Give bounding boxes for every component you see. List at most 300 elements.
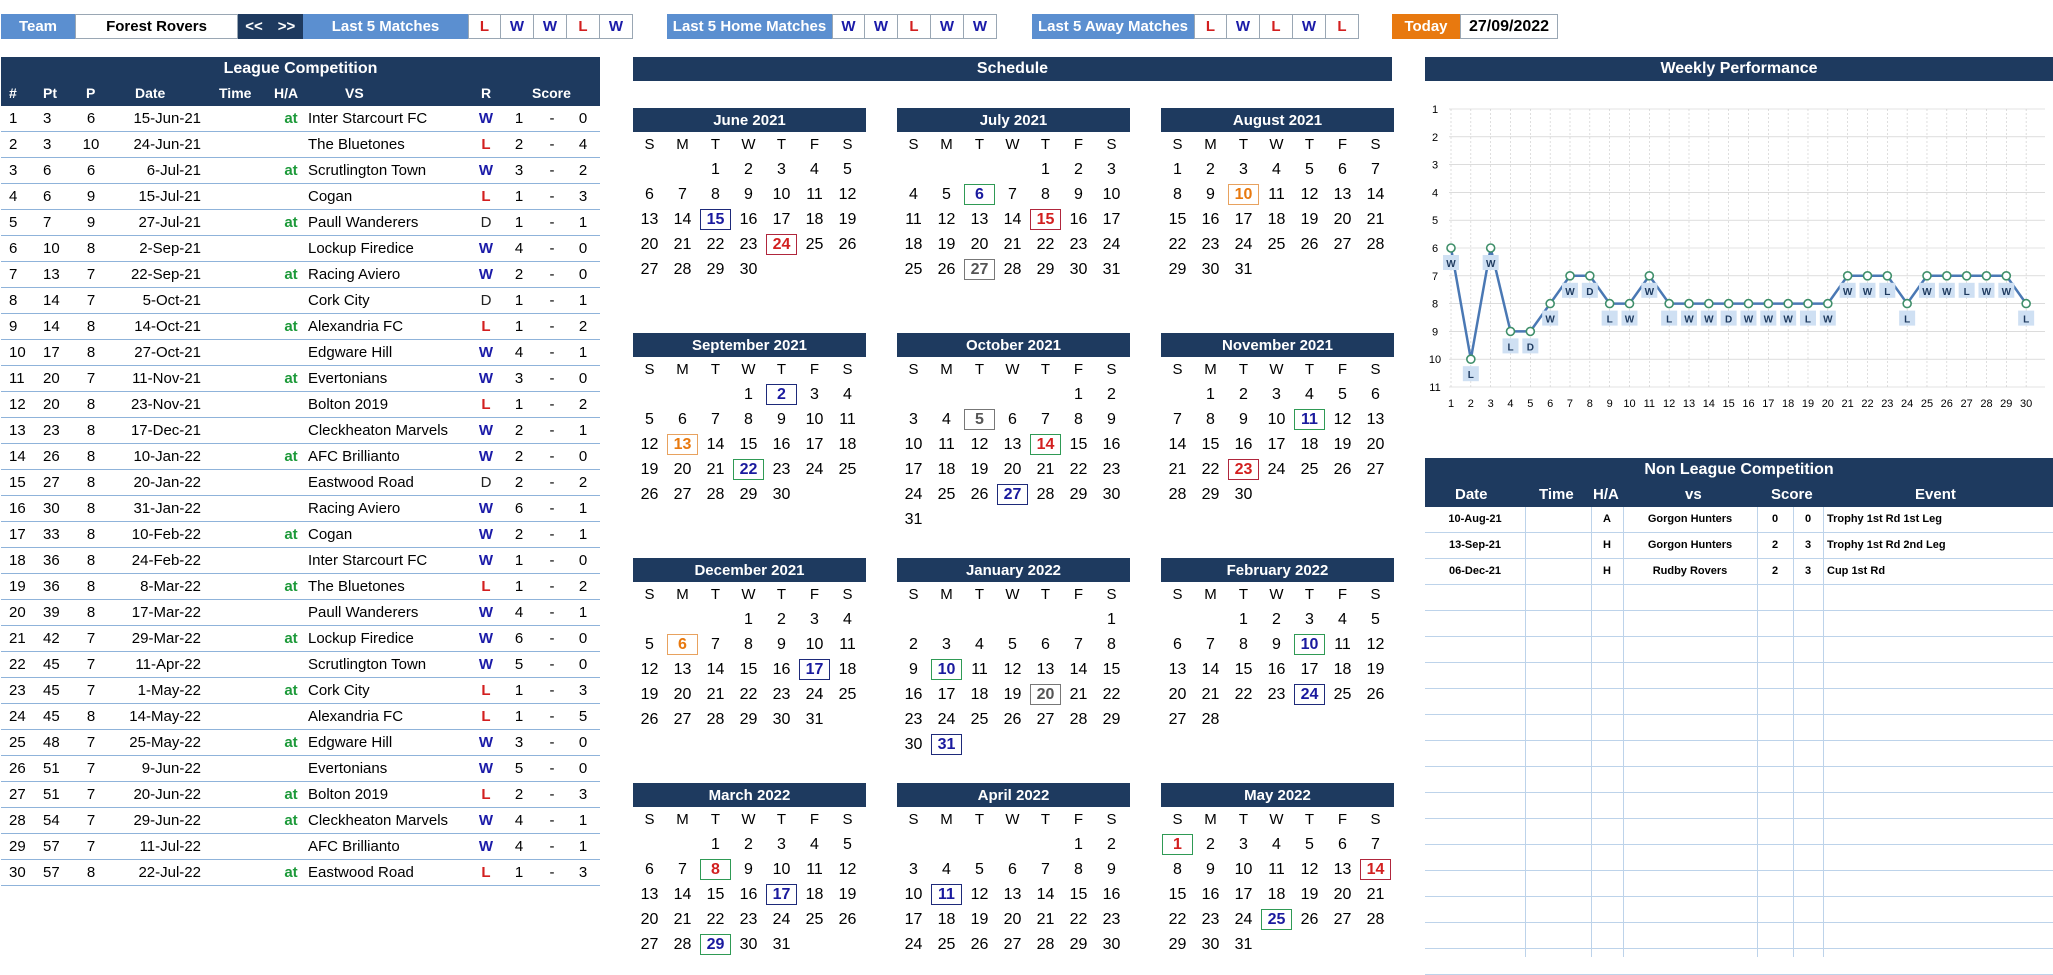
calendar-day[interactable]: 4 xyxy=(942,410,951,428)
match-day[interactable]: 22 xyxy=(733,459,764,480)
calendar-day[interactable]: 26 xyxy=(640,710,659,728)
calendar-day[interactable]: 4 xyxy=(909,185,918,203)
calendar-day[interactable]: 15 xyxy=(1102,660,1121,678)
calendar-day[interactable]: 28 xyxy=(706,485,725,503)
calendar-day[interactable]: 1 xyxy=(1074,835,1083,853)
calendar-day[interactable]: 2 xyxy=(744,835,753,853)
calendar-day[interactable]: 27 xyxy=(673,710,692,728)
calendar-day[interactable]: 31 xyxy=(805,710,824,728)
calendar-day[interactable]: 20 xyxy=(673,460,692,478)
calendar-day[interactable]: 12 xyxy=(1003,660,1022,678)
calendar-day[interactable]: 31 xyxy=(1234,935,1253,953)
calendar-day[interactable]: 4 xyxy=(1305,385,1314,403)
calendar-day[interactable]: 17 xyxy=(1234,885,1253,903)
calendar-day[interactable]: 12 xyxy=(937,210,956,228)
calendar-day[interactable]: 24 xyxy=(1234,910,1253,928)
match-day[interactable]: 14 xyxy=(1360,859,1391,880)
calendar-day[interactable]: 2 xyxy=(909,635,918,653)
calendar-day[interactable]: 25 xyxy=(1333,685,1352,703)
calendar-day[interactable]: 25 xyxy=(937,485,956,503)
calendar-day[interactable]: 23 xyxy=(1201,910,1220,928)
match-day[interactable]: 2 xyxy=(766,384,797,405)
calendar-day[interactable]: 9 xyxy=(777,410,786,428)
calendar-day[interactable]: 24 xyxy=(1102,235,1121,253)
calendar-day[interactable]: 3 xyxy=(1239,835,1248,853)
calendar-day[interactable]: 19 xyxy=(1300,885,1319,903)
calendar-day[interactable]: 14 xyxy=(1069,660,1088,678)
calendar-day[interactable]: 23 xyxy=(1267,685,1286,703)
calendar-day[interactable]: 17 xyxy=(1267,435,1286,453)
match-day[interactable]: 29 xyxy=(700,934,731,955)
calendar-day[interactable]: 24 xyxy=(904,935,923,953)
prev-team-button[interactable]: << xyxy=(238,14,270,39)
calendar-day[interactable]: 2 xyxy=(1074,160,1083,178)
calendar-day[interactable]: 26 xyxy=(1003,710,1022,728)
calendar-day[interactable]: 3 xyxy=(777,835,786,853)
match-day[interactable]: 11 xyxy=(931,884,962,905)
calendar-day[interactable]: 28 xyxy=(1366,235,1385,253)
calendar-day[interactable]: 27 xyxy=(1003,935,1022,953)
calendar-day[interactable]: 15 xyxy=(739,435,758,453)
calendar-day[interactable]: 2 xyxy=(1206,160,1215,178)
calendar-day[interactable]: 20 xyxy=(1366,435,1385,453)
calendar-day[interactable]: 20 xyxy=(1003,460,1022,478)
calendar-day[interactable]: 27 xyxy=(1333,910,1352,928)
calendar-day[interactable]: 15 xyxy=(1069,885,1088,903)
calendar-day[interactable]: 3 xyxy=(810,610,819,628)
calendar-day[interactable]: 7 xyxy=(678,860,687,878)
calendar-day[interactable]: 13 xyxy=(1333,860,1352,878)
calendar-day[interactable]: 11 xyxy=(806,185,823,203)
calendar-day[interactable]: 25 xyxy=(937,935,956,953)
calendar-day[interactable]: 25 xyxy=(904,260,923,278)
calendar-day[interactable]: 10 xyxy=(772,185,791,203)
calendar-day[interactable]: 31 xyxy=(1102,260,1121,278)
calendar-day[interactable]: 27 xyxy=(640,260,659,278)
calendar-day[interactable]: 14 xyxy=(1036,885,1055,903)
calendar-day[interactable]: 2 xyxy=(1272,610,1281,628)
calendar-day[interactable]: 1 xyxy=(711,160,720,178)
calendar-day[interactable]: 12 xyxy=(838,185,857,203)
calendar-day[interactable]: 26 xyxy=(838,910,857,928)
calendar-day[interactable]: 9 xyxy=(744,185,753,203)
calendar-day[interactable]: 27 xyxy=(1366,460,1385,478)
calendar-day[interactable]: 4 xyxy=(843,385,852,403)
calendar-day[interactable]: 15 xyxy=(706,885,725,903)
calendar-day[interactable]: 23 xyxy=(1102,910,1121,928)
calendar-day[interactable]: 27 xyxy=(640,935,659,953)
calendar-day[interactable]: 14 xyxy=(673,885,692,903)
calendar-day[interactable]: 24 xyxy=(904,485,923,503)
calendar-day[interactable]: 5 xyxy=(1371,610,1380,628)
calendar-day[interactable]: 31 xyxy=(1234,260,1253,278)
calendar-day[interactable]: 4 xyxy=(1272,160,1281,178)
match-day[interactable]: 6 xyxy=(667,634,698,655)
calendar-day[interactable]: 9 xyxy=(1074,185,1083,203)
calendar-day[interactable]: 6 xyxy=(645,185,654,203)
calendar-day[interactable]: 28 xyxy=(1003,260,1022,278)
calendar-day[interactable]: 1 xyxy=(1173,160,1182,178)
calendar-day[interactable]: 7 xyxy=(1041,410,1050,428)
calendar-day[interactable]: 3 xyxy=(777,160,786,178)
calendar-day[interactable]: 21 xyxy=(1069,685,1088,703)
next-team-button[interactable]: >> xyxy=(270,14,303,39)
calendar-day[interactable]: 13 xyxy=(970,210,989,228)
calendar-day[interactable]: 19 xyxy=(970,460,989,478)
calendar-day[interactable]: 26 xyxy=(970,935,989,953)
calendar-day[interactable]: 9 xyxy=(909,660,918,678)
calendar-day[interactable]: 17 xyxy=(772,210,791,228)
calendar-day[interactable]: 22 xyxy=(1069,910,1088,928)
calendar-day[interactable]: 9 xyxy=(1272,635,1281,653)
calendar-day[interactable]: 22 xyxy=(1168,910,1187,928)
match-day[interactable]: 23 xyxy=(1228,459,1259,480)
calendar-day[interactable]: 3 xyxy=(1239,160,1248,178)
calendar-day[interactable]: 28 xyxy=(1036,935,1055,953)
calendar-day[interactable]: 22 xyxy=(706,910,725,928)
calendar-day[interactable]: 17 xyxy=(805,435,824,453)
calendar-day[interactable]: 31 xyxy=(772,935,791,953)
calendar-day[interactable]: 30 xyxy=(1201,260,1220,278)
match-day[interactable]: 24 xyxy=(1294,684,1325,705)
calendar-day[interactable]: 21 xyxy=(1168,460,1187,478)
calendar-day[interactable]: 8 xyxy=(1074,410,1083,428)
calendar-day[interactable]: 8 xyxy=(1041,185,1050,203)
calendar-day[interactable]: 8 xyxy=(744,635,753,653)
calendar-day[interactable]: 12 xyxy=(640,660,659,678)
calendar-day[interactable]: 29 xyxy=(739,485,758,503)
calendar-day[interactable]: 16 xyxy=(1201,210,1220,228)
calendar-day[interactable]: 30 xyxy=(1069,260,1088,278)
calendar-day[interactable]: 18 xyxy=(1333,660,1352,678)
calendar-day[interactable]: 13 xyxy=(1036,660,1055,678)
calendar-day[interactable]: 10 xyxy=(1267,410,1286,428)
calendar-day[interactable]: 19 xyxy=(970,910,989,928)
calendar-day[interactable]: 8 xyxy=(1173,860,1182,878)
calendar-day[interactable]: 9 xyxy=(1206,185,1215,203)
calendar-day[interactable]: 3 xyxy=(909,860,918,878)
calendar-day[interactable]: 21 xyxy=(1366,885,1385,903)
match-day[interactable]: 14 xyxy=(1030,434,1061,455)
calendar-day[interactable]: 13 xyxy=(1003,435,1022,453)
calendar-day[interactable]: 14 xyxy=(1003,210,1022,228)
match-day[interactable]: 17 xyxy=(799,659,830,680)
calendar-day[interactable]: 6 xyxy=(1008,860,1017,878)
calendar-day[interactable]: 23 xyxy=(1102,460,1121,478)
team-name-selector[interactable]: Forest Rovers xyxy=(75,14,238,39)
calendar-day[interactable]: 2 xyxy=(1107,385,1116,403)
calendar-day[interactable]: 16 xyxy=(739,885,758,903)
calendar-day[interactable]: 13 xyxy=(673,660,692,678)
calendar-day[interactable]: 18 xyxy=(805,885,824,903)
match-day[interactable]: 1 xyxy=(1162,834,1193,855)
calendar-day[interactable]: 18 xyxy=(1267,210,1286,228)
calendar-day[interactable]: 23 xyxy=(772,685,791,703)
calendar-day[interactable]: 5 xyxy=(1008,635,1017,653)
calendar-day[interactable]: 12 xyxy=(1333,410,1352,428)
calendar-day[interactable]: 4 xyxy=(1338,610,1347,628)
calendar-day[interactable]: 18 xyxy=(937,910,956,928)
calendar-day[interactable]: 22 xyxy=(1201,460,1220,478)
calendar-day[interactable]: 19 xyxy=(838,885,857,903)
calendar-day[interactable]: 21 xyxy=(1201,685,1220,703)
calendar-day[interactable]: 10 xyxy=(805,410,824,428)
calendar-day[interactable]: 23 xyxy=(1069,235,1088,253)
calendar-day[interactable]: 9 xyxy=(1107,410,1116,428)
calendar-day[interactable]: 9 xyxy=(777,635,786,653)
calendar-day[interactable]: 22 xyxy=(1234,685,1253,703)
calendar-day[interactable]: 17 xyxy=(1102,210,1121,228)
calendar-day[interactable]: 25 xyxy=(838,685,857,703)
calendar-day[interactable]: 7 xyxy=(1206,635,1215,653)
calendar-day[interactable]: 5 xyxy=(942,185,951,203)
calendar-day[interactable]: 12 xyxy=(838,860,857,878)
calendar-day[interactable]: 21 xyxy=(1366,210,1385,228)
calendar-day[interactable]: 17 xyxy=(904,460,923,478)
calendar-day[interactable]: 9 xyxy=(1239,410,1248,428)
match-day[interactable]: 27 xyxy=(964,259,995,280)
calendar-day[interactable]: 23 xyxy=(739,910,758,928)
calendar-day[interactable]: 11 xyxy=(839,410,856,428)
calendar-day[interactable]: 13 xyxy=(640,210,659,228)
match-day[interactable]: 17 xyxy=(766,884,797,905)
calendar-day[interactable]: 18 xyxy=(805,210,824,228)
calendar-day[interactable]: 27 xyxy=(1168,710,1187,728)
calendar-day[interactable]: 24 xyxy=(805,685,824,703)
calendar-day[interactable]: 7 xyxy=(678,185,687,203)
calendar-day[interactable]: 10 xyxy=(772,860,791,878)
calendar-day[interactable]: 4 xyxy=(942,860,951,878)
calendar-day[interactable]: 11 xyxy=(905,210,922,228)
calendar-day[interactable]: 4 xyxy=(1272,835,1281,853)
calendar-day[interactable]: 5 xyxy=(1338,385,1347,403)
calendar-day[interactable]: 16 xyxy=(1234,435,1253,453)
calendar-day[interactable]: 30 xyxy=(1102,935,1121,953)
calendar-day[interactable]: 28 xyxy=(1069,710,1088,728)
calendar-day[interactable]: 25 xyxy=(1267,235,1286,253)
calendar-day[interactable]: 7 xyxy=(711,635,720,653)
calendar-day[interactable]: 20 xyxy=(640,235,659,253)
calendar-day[interactable]: 8 xyxy=(711,185,720,203)
calendar-day[interactable]: 6 xyxy=(1338,160,1347,178)
calendar-day[interactable]: 18 xyxy=(937,460,956,478)
calendar-day[interactable]: 28 xyxy=(1036,485,1055,503)
calendar-day[interactable]: 22 xyxy=(1069,460,1088,478)
calendar-day[interactable]: 29 xyxy=(1168,260,1187,278)
match-day[interactable]: 10 xyxy=(1228,184,1259,205)
calendar-day[interactable]: 24 xyxy=(1267,460,1286,478)
calendar-day[interactable]: 31 xyxy=(904,510,923,528)
calendar-day[interactable]: 14 xyxy=(673,210,692,228)
match-day[interactable]: 13 xyxy=(667,434,698,455)
calendar-day[interactable]: 2 xyxy=(777,610,786,628)
calendar-day[interactable]: 29 xyxy=(1069,935,1088,953)
calendar-day[interactable]: 19 xyxy=(838,210,857,228)
calendar-day[interactable]: 23 xyxy=(1201,235,1220,253)
calendar-day[interactable]: 12 xyxy=(640,435,659,453)
calendar-day[interactable]: 29 xyxy=(739,710,758,728)
calendar-day[interactable]: 3 xyxy=(810,385,819,403)
calendar-day[interactable]: 14 xyxy=(1168,435,1187,453)
calendar-day[interactable]: 1 xyxy=(744,610,753,628)
calendar-day[interactable]: 5 xyxy=(645,635,654,653)
calendar-day[interactable]: 26 xyxy=(1300,235,1319,253)
calendar-day[interactable]: 13 xyxy=(640,885,659,903)
calendar-day[interactable]: 28 xyxy=(1366,910,1385,928)
match-day[interactable]: 25 xyxy=(1261,909,1292,930)
calendar-day[interactable]: 28 xyxy=(1201,710,1220,728)
calendar-day[interactable]: 16 xyxy=(904,685,923,703)
calendar-day[interactable]: 27 xyxy=(1333,235,1352,253)
calendar-day[interactable]: 14 xyxy=(706,660,725,678)
match-day[interactable]: 10 xyxy=(1294,634,1325,655)
calendar-day[interactable]: 27 xyxy=(673,485,692,503)
match-day[interactable]: 10 xyxy=(931,659,962,680)
calendar-day[interactable]: 5 xyxy=(843,160,852,178)
calendar-day[interactable]: 26 xyxy=(640,485,659,503)
calendar-day[interactable]: 22 xyxy=(1168,235,1187,253)
calendar-day[interactable]: 9 xyxy=(1206,860,1215,878)
calendar-day[interactable]: 29 xyxy=(706,260,725,278)
calendar-day[interactable]: 26 xyxy=(838,235,857,253)
calendar-day[interactable]: 5 xyxy=(1305,835,1314,853)
calendar-day[interactable]: 8 xyxy=(1206,410,1215,428)
match-day[interactable]: 15 xyxy=(700,209,731,230)
calendar-day[interactable]: 7 xyxy=(711,410,720,428)
calendar-day[interactable]: 14 xyxy=(1366,185,1385,203)
calendar-day[interactable]: 16 xyxy=(1069,210,1088,228)
calendar-day[interactable]: 30 xyxy=(1234,485,1253,503)
calendar-day[interactable]: 6 xyxy=(1041,635,1050,653)
calendar-day[interactable]: 2 xyxy=(744,160,753,178)
calendar-day[interactable]: 4 xyxy=(810,835,819,853)
calendar-day[interactable]: 9 xyxy=(1107,860,1116,878)
calendar-day[interactable]: 3 xyxy=(1272,385,1281,403)
calendar-day[interactable]: 29 xyxy=(1102,710,1121,728)
match-day[interactable]: 11 xyxy=(1294,409,1325,430)
calendar-day[interactable]: 17 xyxy=(1234,210,1253,228)
calendar-day[interactable]: 11 xyxy=(1334,635,1351,653)
calendar-day[interactable]: 17 xyxy=(904,910,923,928)
calendar-day[interactable]: 23 xyxy=(904,710,923,728)
calendar-day[interactable]: 15 xyxy=(1168,210,1187,228)
calendar-day[interactable]: 24 xyxy=(937,710,956,728)
calendar-day[interactable]: 1 xyxy=(1041,160,1050,178)
calendar-day[interactable]: 10 xyxy=(1234,860,1253,878)
calendar-day[interactable]: 12 xyxy=(1300,185,1319,203)
calendar-day[interactable]: 3 xyxy=(909,410,918,428)
calendar-day[interactable]: 11 xyxy=(1268,860,1285,878)
calendar-day[interactable]: 28 xyxy=(706,710,725,728)
calendar-day[interactable]: 25 xyxy=(1300,460,1319,478)
calendar-day[interactable]: 11 xyxy=(938,435,955,453)
calendar-day[interactable]: 28 xyxy=(673,935,692,953)
calendar-day[interactable]: 16 xyxy=(772,435,791,453)
calendar-day[interactable]: 2 xyxy=(1239,385,1248,403)
calendar-day[interactable]: 30 xyxy=(1201,935,1220,953)
calendar-day[interactable]: 22 xyxy=(706,235,725,253)
calendar-day[interactable]: 19 xyxy=(937,235,956,253)
calendar-day[interactable]: 4 xyxy=(843,610,852,628)
calendar-day[interactable]: 9 xyxy=(744,860,753,878)
calendar-day[interactable]: 15 xyxy=(739,660,758,678)
calendar-day[interactable]: 8 xyxy=(1107,635,1116,653)
calendar-day[interactable]: 25 xyxy=(805,235,824,253)
calendar-day[interactable]: 30 xyxy=(904,735,923,753)
match-day[interactable]: 24 xyxy=(766,234,797,255)
calendar-day[interactable]: 21 xyxy=(1003,235,1022,253)
calendar-day[interactable]: 2 xyxy=(1107,835,1116,853)
calendar-day[interactable]: 12 xyxy=(1366,635,1385,653)
match-day[interactable]: 27 xyxy=(997,484,1028,505)
calendar-day[interactable]: 1 xyxy=(744,385,753,403)
calendar-day[interactable]: 29 xyxy=(1036,260,1055,278)
calendar-day[interactable]: 16 xyxy=(772,660,791,678)
calendar-day[interactable]: 8 xyxy=(1173,185,1182,203)
calendar-day[interactable]: 12 xyxy=(970,885,989,903)
calendar-day[interactable]: 7 xyxy=(1074,635,1083,653)
calendar-day[interactable]: 12 xyxy=(1300,860,1319,878)
calendar-day[interactable]: 20 xyxy=(1333,885,1352,903)
calendar-day[interactable]: 30 xyxy=(739,260,758,278)
calendar-day[interactable]: 1 xyxy=(711,835,720,853)
calendar-day[interactable]: 23 xyxy=(739,235,758,253)
calendar-day[interactable]: 7 xyxy=(1008,185,1017,203)
calendar-day[interactable]: 13 xyxy=(1333,185,1352,203)
calendar-day[interactable]: 1 xyxy=(1107,610,1116,628)
calendar-day[interactable]: 26 xyxy=(1333,460,1352,478)
calendar-day[interactable]: 18 xyxy=(970,685,989,703)
calendar-day[interactable]: 5 xyxy=(843,835,852,853)
match-day[interactable]: 31 xyxy=(931,734,962,755)
calendar-day[interactable]: 21 xyxy=(1036,910,1055,928)
calendar-day[interactable]: 20 xyxy=(1168,685,1187,703)
calendar-day[interactable]: 12 xyxy=(970,435,989,453)
calendar-day[interactable]: 30 xyxy=(739,935,758,953)
match-day[interactable]: 6 xyxy=(964,184,995,205)
calendar-day[interactable]: 16 xyxy=(739,210,758,228)
calendar-day[interactable]: 16 xyxy=(1102,435,1121,453)
calendar-day[interactable]: 25 xyxy=(970,710,989,728)
calendar-day[interactable]: 8 xyxy=(1239,635,1248,653)
calendar-day[interactable]: 21 xyxy=(706,460,725,478)
calendar-day[interactable]: 1 xyxy=(1206,385,1215,403)
calendar-day[interactable]: 18 xyxy=(838,660,857,678)
calendar-day[interactable]: 30 xyxy=(772,710,791,728)
calendar-day[interactable]: 10 xyxy=(1102,185,1121,203)
calendar-day[interactable]: 2 xyxy=(1206,835,1215,853)
calendar-day[interactable]: 15 xyxy=(1168,885,1187,903)
calendar-day[interactable]: 22 xyxy=(739,685,758,703)
calendar-day[interactable]: 3 xyxy=(942,635,951,653)
calendar-day[interactable]: 24 xyxy=(805,460,824,478)
match-day[interactable]: 8 xyxy=(700,859,731,880)
calendar-day[interactable]: 18 xyxy=(1300,435,1319,453)
calendar-day[interactable]: 22 xyxy=(1102,685,1121,703)
calendar-day[interactable]: 26 xyxy=(937,260,956,278)
calendar-day[interactable]: 19 xyxy=(640,685,659,703)
calendar-day[interactable]: 30 xyxy=(772,485,791,503)
calendar-day[interactable]: 24 xyxy=(1234,235,1253,253)
calendar-day[interactable]: 3 xyxy=(1305,610,1314,628)
calendar-day[interactable]: 14 xyxy=(1201,660,1220,678)
calendar-day[interactable]: 15 xyxy=(1234,660,1253,678)
calendar-day[interactable]: 8 xyxy=(1074,860,1083,878)
calendar-day[interactable]: 26 xyxy=(1366,685,1385,703)
calendar-day[interactable]: 21 xyxy=(706,685,725,703)
calendar-day[interactable]: 30 xyxy=(1102,485,1121,503)
calendar-day[interactable]: 15 xyxy=(1069,435,1088,453)
